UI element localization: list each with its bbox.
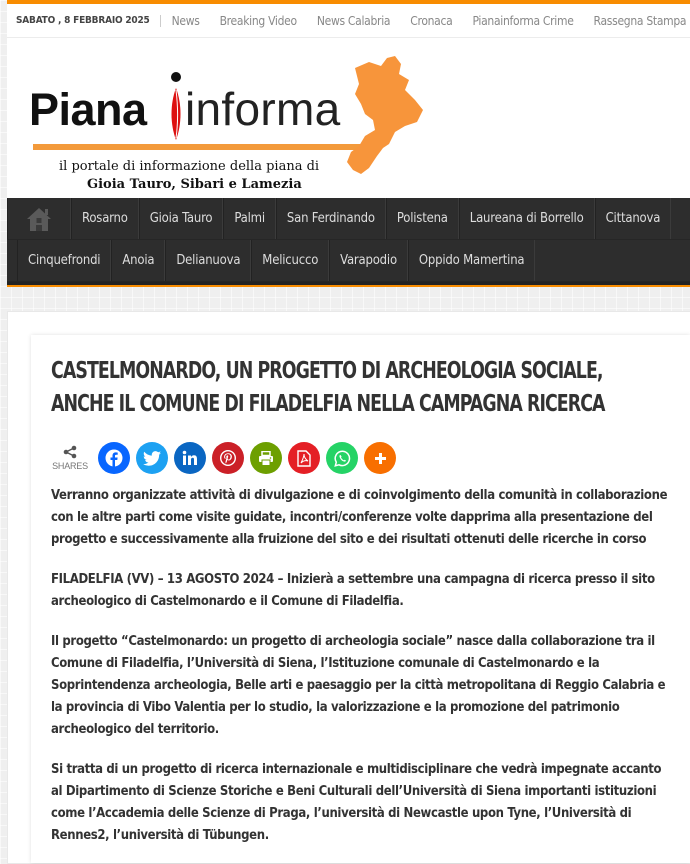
print-icon (258, 451, 274, 466)
article (31, 335, 690, 863)
home-icon (25, 206, 53, 232)
share-facebook-button[interactable] (98, 442, 130, 474)
nav-cittanova[interactable]: Cittanova (595, 198, 672, 239)
nav-row-2 (7, 240, 690, 282)
content-area (7, 311, 690, 864)
top-link-news[interactable]: News (171, 13, 200, 28)
twitter-icon (143, 451, 161, 466)
facebook-icon (105, 449, 123, 467)
nav-laureana-di-borrello[interactable]: Laureana di Borrello (459, 198, 595, 239)
share-pinterest-button[interactable] (212, 442, 244, 474)
share-whatsapp-button[interactable] (326, 442, 358, 474)
share-twitter-button[interactable] (136, 442, 168, 474)
page-header-container (7, 4, 690, 287)
top-link-news-calabria[interactable]: News Calabria (316, 13, 391, 28)
top-link-pianainforma-crime[interactable]: Pianainforma Crime (472, 13, 574, 28)
site-header (7, 38, 690, 198)
article-body (51, 485, 670, 847)
logo-tagline-1: il portale di informazione della piana di (59, 159, 320, 174)
top-link-breaking-video[interactable]: Breaking Video (219, 13, 297, 28)
logo-i-mark-icon (169, 72, 183, 140)
nav-accent-bar (7, 282, 690, 287)
nav-oppido-mamertina[interactable]: Oppido Mamertina (408, 240, 535, 281)
nav-san-ferdinando[interactable]: San Ferdinando (276, 198, 386, 239)
print-button[interactable] (250, 442, 282, 474)
pdf-button[interactable] (288, 442, 320, 474)
nav-delianuova[interactable]: Delianuova (165, 240, 251, 281)
calabria-map-icon (325, 56, 430, 176)
more-share-button[interactable] (364, 442, 396, 474)
current-date: SABATO , 8 FEBBRAIO 2025 (7, 15, 161, 27)
site-logo[interactable] (27, 56, 427, 196)
share-bar (51, 439, 670, 477)
nav-cinquefrondi[interactable]: Cinquefrondi (17, 240, 111, 281)
nav-gioia-tauro[interactable]: Gioia Tauro (139, 198, 224, 239)
nav-palmi[interactable]: Palmi (223, 198, 276, 239)
article-paragraph: FILADELFIA (VV) – 13 AGOSTO 2024 – Inizierà a settembre una campagna di ricerca presso il sito archeologico di Castelmonardo e il Comune di Filadelfia. (51, 572, 655, 609)
top-bar (7, 4, 690, 38)
top-link-cronaca[interactable]: Cronaca (410, 13, 453, 28)
logo-tagline-2: Gioia Tauro, Sibari e Lamezia (87, 177, 302, 192)
top-links (161, 14, 687, 28)
nav-anoia[interactable]: Anoia (111, 240, 165, 281)
plus-icon (375, 453, 386, 464)
article-title: CASTELMONARDO, UN PROGETTO DI ARCHEOLOGIA SOCIALE, ANCHE IL COMUNE DI FILADELFIA NELLA CAMPAGNA RICERCA (51, 358, 605, 417)
linkedin-icon (182, 450, 198, 466)
main-navigation (7, 198, 690, 287)
pdf-icon (297, 450, 311, 467)
nav-polistena[interactable]: Polistena (386, 198, 459, 239)
article-paragraph: Il progetto “Castelmonardo: un progetto di archeologia sociale” nasce dalla collaborazione tra il Comune di Filadelfia, l’Università di Siena, l’Istituzione comunale di Castelmonardo e la Soprintendenza archeologia, Belle arti e paesaggio per la città metropolitana di Reggio Calabria e la provincia di Vibo Valentia per lo studio, la valorizzazione e la promozione del patrimonio archeologico del territorio. (51, 634, 666, 737)
shares-label: SHARES (52, 461, 88, 471)
top-link-rassegna-stampa[interactable]: Rassegna Stampa (593, 13, 687, 28)
nav-melicucco[interactable]: Melicucco (251, 240, 329, 281)
nav-varapodio[interactable]: Varapodio (329, 240, 408, 281)
article-paragraph: Si tratta di un progetto di ricerca internazionale e multidisciplinare che vedrà impegnate accanto al Dipartimento di Scienze Storiche e Beni Culturali dell’Università di Siena importanti istituzioni come l’Accademia delle Scienze di Praga, l’università di Newcastle upon Tyne, l’Università di Rennes2, l’università di Tübungen. (51, 762, 662, 843)
nav-row-1 (7, 198, 690, 240)
shares-counter (51, 445, 89, 471)
article-lead: Verranno organizzate attività di divulgazione e di coinvolgimento della comunità in collaborazione con le altre parti come visite guidate, incontri/conferenze volte dapprima alla presentazione del progetto e successivamente alla fruizione del sito e dei risultati ottenuti delle ricerche in corso (51, 488, 668, 547)
logo-brand-light: informa (185, 83, 341, 135)
nav-rosarno[interactable]: Rosarno (71, 198, 139, 239)
share-icon (63, 445, 77, 459)
share-linkedin-button[interactable] (174, 442, 206, 474)
logo-brand-bold: Piana (29, 84, 147, 135)
whatsapp-icon (334, 450, 351, 467)
nav-home[interactable] (7, 198, 71, 239)
pinterest-icon (220, 450, 236, 466)
